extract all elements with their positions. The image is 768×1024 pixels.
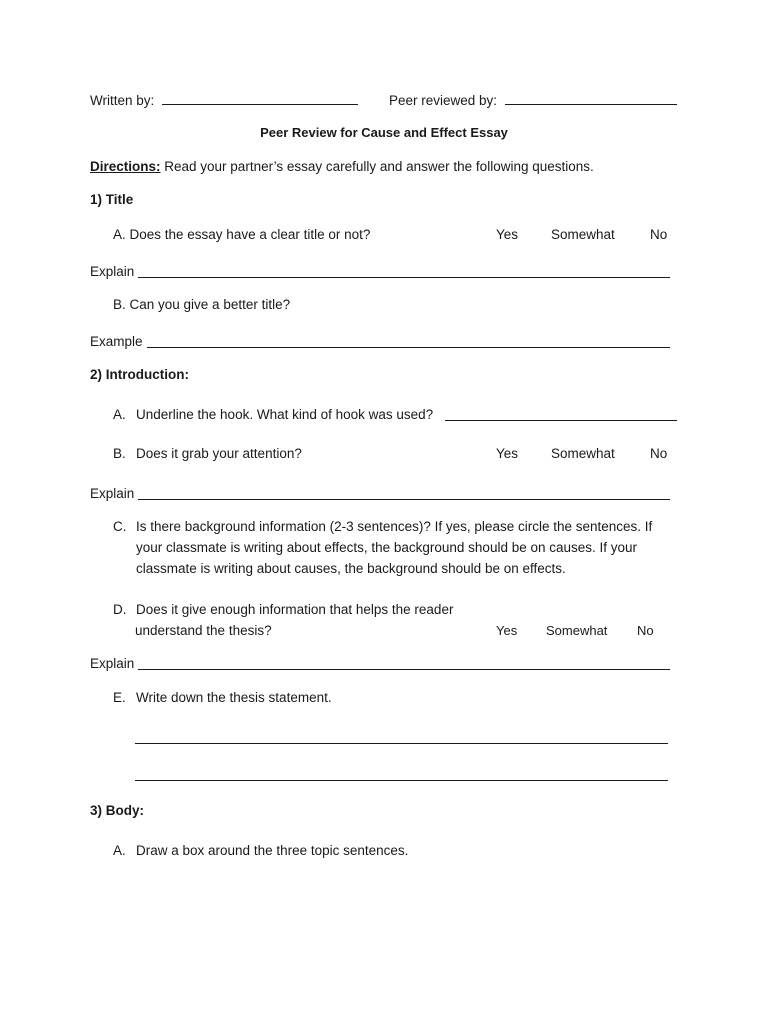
written-by-label: Written by: (90, 93, 155, 108)
question-title-b: B. Can you give a better title? (113, 297, 291, 312)
question-intro-c-line1: Is there background information (2-3 sentences)? If yes, please circle the sentences. If (136, 519, 653, 534)
peer-reviewed-label: Peer reviewed by: (389, 93, 498, 108)
choice-no[interactable]: No (637, 623, 654, 638)
written-by-blank[interactable] (162, 91, 358, 105)
written-by-row (90, 91, 358, 110)
question-intro-c-line3: classmate is writing about causes, the background should be on effects. (136, 561, 566, 576)
peer-reviewed-row (389, 91, 677, 110)
choice-yes[interactable]: Yes (496, 446, 519, 461)
intro-d-marker: D. (113, 602, 127, 617)
question-title-a: A. Does the essay have a clear title or not? (113, 227, 371, 242)
choice-yes[interactable]: Yes (496, 227, 519, 242)
intro-c-marker: C. (113, 519, 127, 534)
directions-label: Directions: (90, 159, 161, 174)
directions-text: Read your partner’s essay carefully and answer the following questions. (160, 159, 594, 174)
choice-no[interactable]: No (650, 227, 668, 242)
peer-reviewed-blank[interactable] (505, 91, 677, 105)
choice-no[interactable]: No (650, 446, 668, 461)
explain-blank[interactable] (138, 669, 670, 670)
question-intro-d-line1: Does it give enough information that helps the reader (136, 602, 454, 617)
explain-blank[interactable] (138, 499, 670, 500)
choice-somewhat[interactable]: Somewhat (546, 623, 608, 638)
section-body-heading: 3) Body: (90, 803, 144, 818)
section-intro-heading: 2) Introduction: (90, 367, 189, 382)
thesis-blank-2[interactable] (135, 780, 668, 781)
question-body-a: Draw a box around the three topic sentences. (136, 843, 409, 858)
question-intro-e: Write down the thesis statement. (136, 690, 332, 705)
example-blank[interactable] (147, 347, 670, 348)
page-title: Peer Review for Cause and Effect Essay (260, 125, 508, 140)
intro-b-marker: B. (113, 446, 126, 461)
intro-e-marker: E. (113, 690, 126, 705)
choice-somewhat[interactable]: Somewhat (551, 227, 615, 242)
choice-yes[interactable]: Yes (496, 623, 518, 638)
explain-blank[interactable] (138, 277, 670, 278)
question-intro-a: Underline the hook. What kind of hook was used? (136, 407, 434, 422)
thesis-blank-1[interactable] (135, 743, 668, 744)
explain-label: Explain (90, 656, 135, 671)
intro-a-marker: A. (113, 407, 126, 422)
question-intro-c-line2: your classmate is writing about effects, the background should be on causes. If your (136, 540, 638, 555)
example-label: Example (90, 334, 143, 349)
explain-label: Explain (90, 486, 135, 501)
question-intro-b: Does it grab your attention? (136, 446, 302, 461)
choice-somewhat[interactable]: Somewhat (551, 446, 615, 461)
explain-label: Explain (90, 264, 135, 279)
body-a-marker: A. (113, 843, 126, 858)
directions (90, 158, 594, 176)
hook-blank[interactable] (445, 420, 677, 421)
question-intro-d-line2: understand the thesis? (135, 623, 272, 638)
section-title-heading: 1) Title (90, 192, 134, 207)
